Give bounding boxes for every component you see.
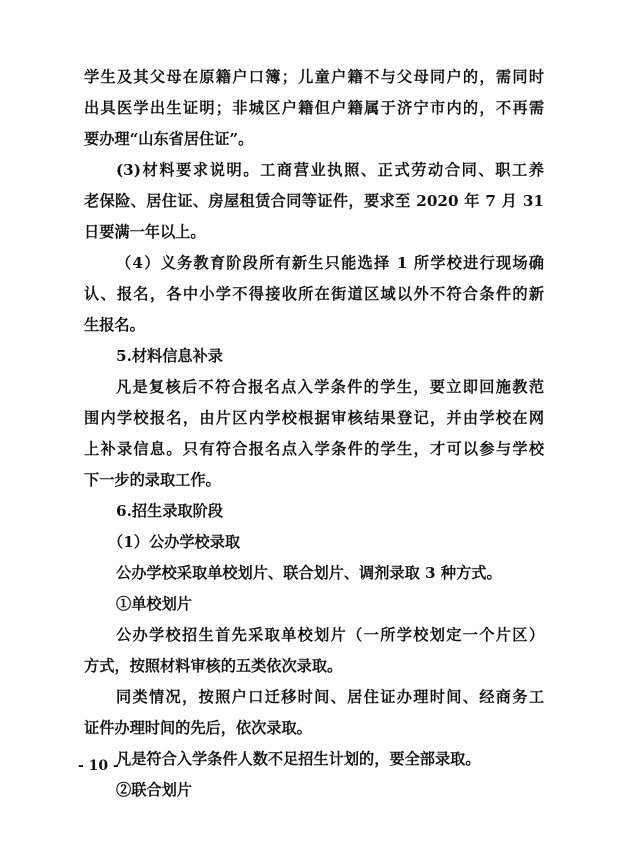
text-line: 同类情况，按照户口迁移时间、居住证办理时间、经商务工: [116, 688, 544, 706]
text-line: 凡是符合入学条件人数不足招生计划的，要全部录取。: [116, 750, 481, 768]
section-heading: 5.材料信息补录: [116, 347, 223, 365]
text-line: 下一步的录取工作。: [84, 471, 221, 489]
text-line: 老保险、居住证、房屋租赁合同等证件，要求至 2020 年 7 月 31: [84, 192, 544, 210]
text-line: （4）义务教育阶段所有新生只能选择 1 所学校进行现场确: [116, 254, 544, 272]
text-line: 出具医学出生证明；非城区户籍但户籍属于济宁市内的，不再需: [84, 99, 544, 117]
text-line: 生报名。: [84, 316, 145, 334]
text-line: 学生及其父母在原籍户口簿；儿童户籍不与父母同户的，需同时: [84, 68, 544, 86]
text-line: 认、报名，各中小学不得接收所在街道区域以外不符合条件的新: [84, 285, 544, 303]
text-line: (3)材料要求说明。工商营业执照、正式劳动合同、职工养: [116, 161, 544, 179]
subsection-heading: ②联合划片: [116, 781, 192, 799]
text-line: 公办学校招生首先采取单校划片（一所学校划定一个片区）: [116, 626, 544, 644]
text-line: 上补录信息。只有符合报名点入学条件的学生，才可以参与学校: [84, 440, 544, 458]
text-line: 方式，按照材料审核的五类依次录取。: [84, 657, 343, 675]
subsection-heading: （1）公办学校录取: [108, 533, 241, 551]
page-number: - 10 -: [78, 758, 119, 774]
subsection-heading: ①单校划片: [116, 595, 192, 613]
text-line: 日要满一年以上。: [84, 223, 206, 241]
text-line: 公办学校采取单校划片、联合划片、调剂录取 3 种方式。: [116, 564, 502, 582]
text-line: 要办理“山东省居住证”。: [84, 130, 254, 148]
text-line: 凡是复核后不符合报名点入学条件的学生，要立即回施教范: [116, 378, 544, 396]
section-heading: 6.招生录取阶段: [116, 502, 223, 520]
text-line: 证件办理时间的先后，依次录取。: [84, 719, 312, 737]
text-line: 围内学校报名，由片区内学校根据审核结果登记，并由学校在网: [84, 409, 544, 427]
